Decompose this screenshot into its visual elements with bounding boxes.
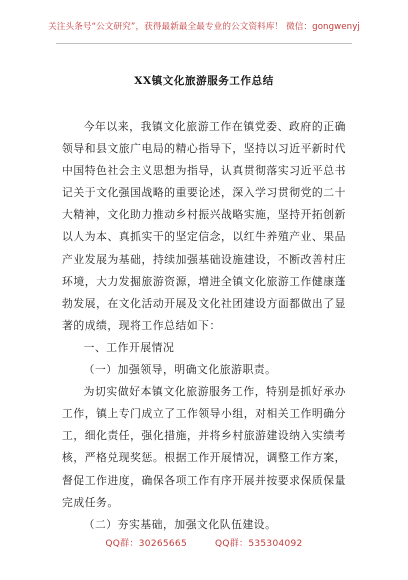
- footer-qq-group-1: QQ群：30265665: [105, 539, 187, 549]
- document-title: XX镇文化旅游服务工作总结: [134, 75, 274, 87]
- intro-paragraph: 今年以来，我镇文化旅游工作在镇党委、政府的正确领导和县文旅广电局的精心指导下，坚持以习近平新时代中国特色社会主义思想为指导，认真贯彻落实习近平总书记关于文化强国战略的重要论述，深入学习贯彻党的二十大精神，文化助力推动乡村振兴战略实施，坚持开拓创新以人为本、真抓实干的坚定信念，以红牛养殖产业、果品产业发展为基础，持续加强基础设施建设，不断改善村庄环境，大力发掘旅游资源，增进全镇文化旅游工作健康蓬勃发展，在文化活动开展及文化社团建设方面都做出了显著的成绩，现将工作总结如下：: [62, 120, 346, 332]
- leadership-paragraph: 为切实做好本镇文化旅游服务工作，特别是抓好承办工作，镇上专门成立了工作领导小组，对相关工作明确分工，细化责任，强化措施，并将乡村旅游建设纳入实绩考核，严格兑现奖惩。根据工作开展情况，调整工作方案，督促工作进度，确保各项工作有序开展并按要求保质保量完成任务。: [62, 385, 346, 509]
- footer-contact: [0, 536, 408, 549]
- subsection-heading-leadership: （一）加强领导，明确文化旅游职责。: [83, 363, 277, 377]
- document-body: [62, 116, 346, 536]
- footer-qq-group-2: QQ群：535304092: [214, 539, 303, 549]
- section-heading-work-status: 一、工作开展情况: [83, 340, 175, 354]
- subsection-heading-team-building: （二）夯实基础，加强文化队伍建设。: [83, 517, 277, 531]
- header-divider: [56, 43, 352, 44]
- top-banner: 关注头条号“公文研究”，获得最新最全最专业的公文资料库！ 微信：gongwenyj: [48, 22, 360, 32]
